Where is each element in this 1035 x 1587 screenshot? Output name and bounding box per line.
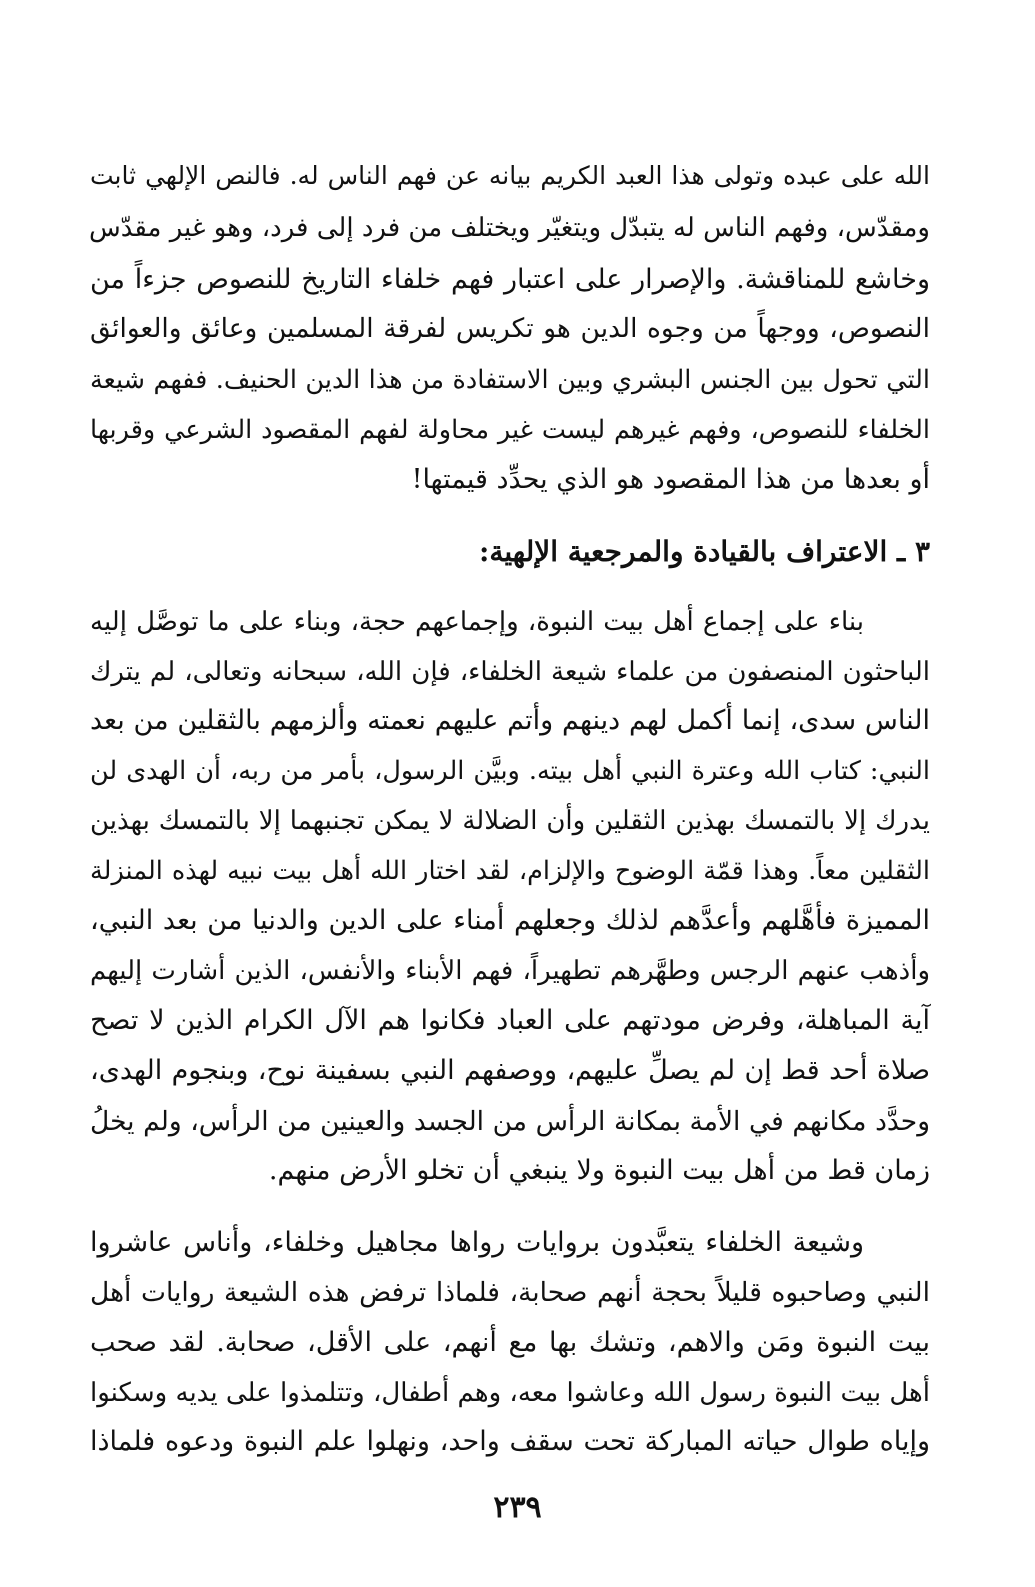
text-line: وإياه طوال حياته المباركة تحت سقف واحد، ونهلوا علم النبوة ودعوه فلماذا (90, 1426, 930, 1457)
text-line: وشيعة الخلفاء يتعبَّدون بروايات رواها مجاهيل وخلفاء، وأناس عاشروا (90, 1227, 864, 1258)
text-line: الثقلين معاً. وهذا قمّة الوضوح والإلزام، لقد اختار الله أهل بيت نبيه لهذه المنزلة (90, 856, 930, 886)
text-line: الخلفاء للنصوص، وفهم غيرهم ليست غير محاولة لفهم المقصود الشرعي وقربها (90, 415, 930, 445)
text-line: وحدَّد مكانهم في الأمة بمكانة الرأس من الجسد والعينين من الرأس، ولم يخلُ (90, 1106, 930, 1137)
text-line: النصوص، ووجهاً من وجوه الدين هو تكريس لفرقة المسلمين وعائق والعوائق (90, 313, 930, 344)
text-line: التي تحول بين الجنس البشري وبين الاستفادة من هذا الدين الحنيف. ففهم شيعة (90, 365, 930, 395)
text-line: ومقدّس، وفهم الناس له يتبدّل ويتغيّر ويختلف من فرد إلى فرد، وهو غير مقدّس (88, 213, 930, 243)
text-line: زمان قط من أهل بيت النبوة ولا ينبغي أن تخلو الأرض منهم. (268, 1155, 930, 1186)
text-line: المميزة فأهَّلهم وأعدَّهم لذلك وجعلهم أمناء على الدين والدنيا من بعد النبي، (90, 905, 930, 936)
page-number: ٢٣٩ (493, 1490, 542, 1525)
text-line: النبي: كتاب الله وعترة النبي أهل بيته. وبيَّن الرسول، بأمر من ربه، أن الهدى لن (90, 756, 930, 786)
text-line: النبي وصاحبوه قليلاً بحجة أنهم صحابة، فلماذا ترفض هذه الشيعة روايات أهل (90, 1277, 930, 1308)
section-heading: ٣ ـ الاعتراف بالقيادة والمرجعية الإلهية: (478, 535, 930, 568)
text-line: الله على عبده وتولى هذا العبد الكريم بيانه عن فهم الناس له. فالنص الإلهي ثابت (90, 161, 930, 190)
text-line: أهل بيت النبوة رسول الله وعاشوا معه، وهم أطفال، وتتلمذوا على يديه وسكنوا (90, 1378, 930, 1408)
book-page (90, 0, 930, 1587)
text-line: الباحثون المنصفون من علماء شيعة الخلفاء، فإن الله، سبحانه وتعالى، لم يترك (90, 657, 930, 687)
text-line: الناس سدى، إنما أكمل لهم دينهم وأتم عليهم نعمته وألزمهم بالثقلين من بعد (90, 705, 930, 736)
text-line: آية المباهلة، وفرض مودتهم على العباد فكانوا هم الآل الكرام الذين لا تصح (90, 1005, 930, 1036)
text-line: وخاشع للمناقشة. والإصرار على اعتبار فهم خلفاء التاريخ للنصوص جزءاً من (90, 264, 930, 295)
text-line: بناء على إجماع أهل بيت النبوة، وإجماعهم حجة، وبناء على ما توصَّل إليه (90, 607, 864, 637)
text-line: وأذهب عنهم الرجس وطهَّرهم تطهيراً، فهم الأبناء والأنفس، الذين أشارت إليهم (90, 956, 930, 986)
text-line: صلاة أحد قط إن لم يصلِّ عليهم، ووصفهم النبي بسفينة نوح، وبنجوم الهدى، (90, 1055, 930, 1086)
text-line: بيت النبوة ومَن والاهم، وتشك بها مع أنهم، على الأقل، صحابة. لقد صحب (90, 1327, 930, 1358)
text-line: أو بعدها من هذا المقصود هو الذي يحدِّد قيمتها! (411, 464, 930, 495)
text-line: يدرك إلا بالتمسك بهذين الثقلين وأن الضلالة لا يمكن تجنبهما إلا بالتمسك بهذين (90, 806, 930, 836)
